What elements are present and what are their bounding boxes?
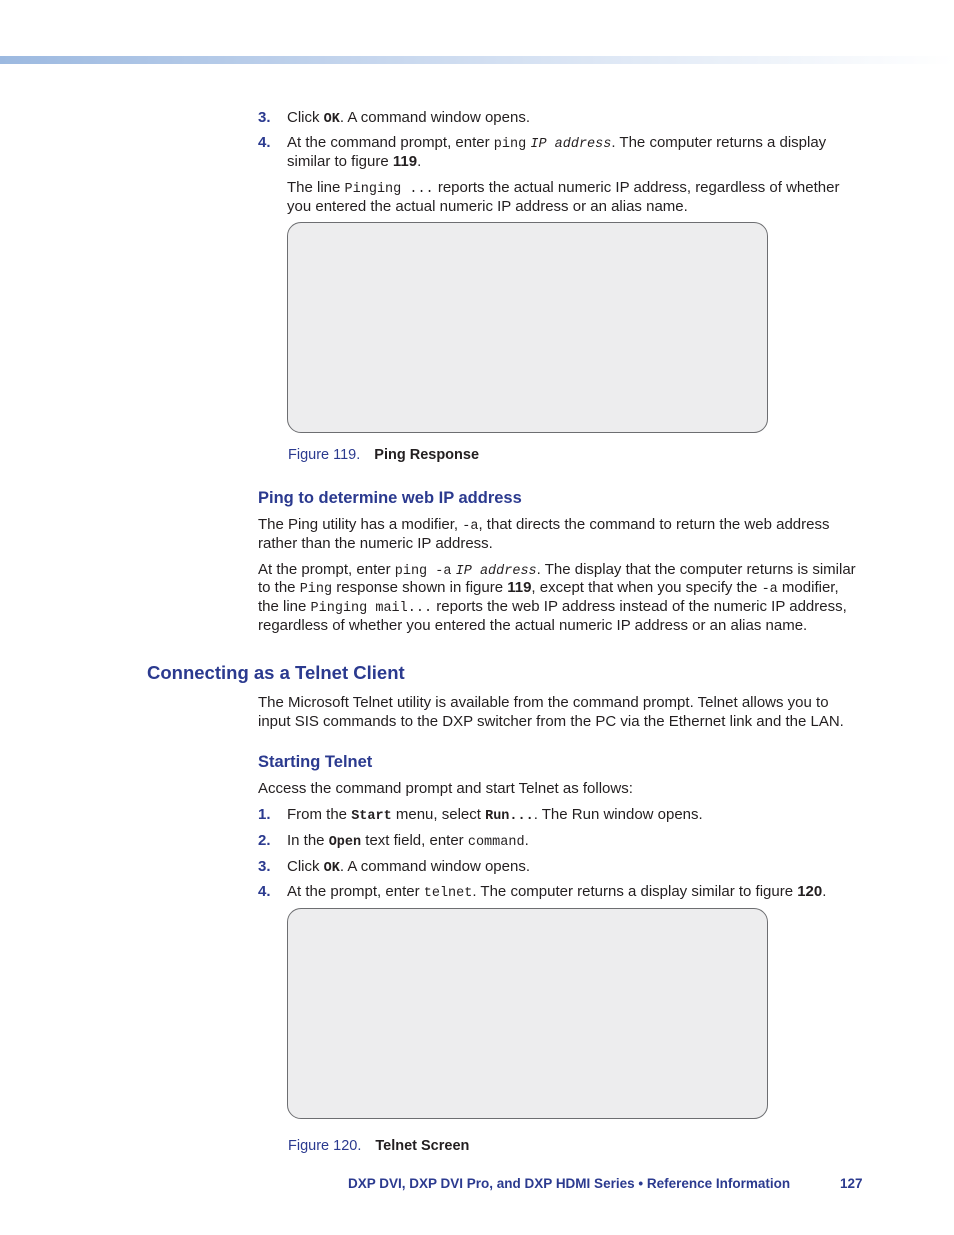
figure-ping-response-image xyxy=(287,222,768,433)
note-text: you entered the actual numeric IP address or an alias name. xyxy=(287,198,688,215)
paragraph-line: The Ping utility has a modifier, -a, that directs the command to return the web address xyxy=(258,516,830,534)
page-number: 127 xyxy=(840,1176,863,1191)
section-heading: Ping to determine web IP address xyxy=(258,489,522,507)
figure-caption: Figure 120. Telnet Screen xyxy=(288,1138,470,1154)
step-number: 2. xyxy=(258,832,271,849)
step-number: 1. xyxy=(258,806,271,823)
figure-caption: Figure 119. Ping Response xyxy=(288,447,480,463)
step-text: Click OK. A command window opens. xyxy=(287,109,530,127)
step-number: 4. xyxy=(258,883,271,900)
step-number: 3. xyxy=(258,858,271,875)
step-number: 3. xyxy=(258,109,271,126)
paragraph-line: input SIS commands to the DXP switcher from the PC via the Ethernet link and the LAN. xyxy=(258,713,844,730)
footer-title: DXP DVI, DXP DVI Pro, and DXP HDMI Series • Reference Information xyxy=(348,1176,791,1191)
paragraph-line: to the Ping response shown in figure 119, except that when you specify the -a modifier, xyxy=(258,579,839,597)
paragraph-line: At the prompt, enter ping -a IP address. The display that the computer returns is similar xyxy=(258,561,856,579)
step-text: similar to figure 119. xyxy=(287,153,422,170)
step-text: At the command prompt, enter ping IP address. The computer returns a display xyxy=(287,134,827,152)
paragraph-line: The Microsoft Telnet utility is available from the command prompt. Telnet allows you to xyxy=(258,694,829,711)
note-text: The line Pinging ... reports the actual numeric IP address, regardless of whether xyxy=(287,179,840,197)
step-text: Click OK. A command window opens. xyxy=(287,858,530,876)
paragraph-line: rather than the numeric IP address. xyxy=(258,535,493,552)
paragraph-line: the line Pinging mail... reports the web IP address instead of the numeric IP address, xyxy=(258,598,847,616)
step-text: From the Start menu, select Run.... The Run window opens. xyxy=(287,806,703,824)
section-heading: Connecting as a Telnet Client xyxy=(147,662,405,683)
step-text: At the prompt, enter telnet. The computer returns a display similar to figure 120. xyxy=(287,883,827,901)
subsection-heading: Starting Telnet xyxy=(258,753,373,771)
paragraph-line: regardless of whether you entered the actual numeric IP address or an alias name. xyxy=(258,617,808,634)
paragraph-line: Access the command prompt and start Telnet as follows: xyxy=(258,780,633,797)
header-gradient-bar xyxy=(0,56,954,64)
step-number: 4. xyxy=(258,134,271,151)
step-text: In the Open text field, enter command. xyxy=(287,832,529,850)
figure-telnet-screen-image xyxy=(287,908,768,1119)
